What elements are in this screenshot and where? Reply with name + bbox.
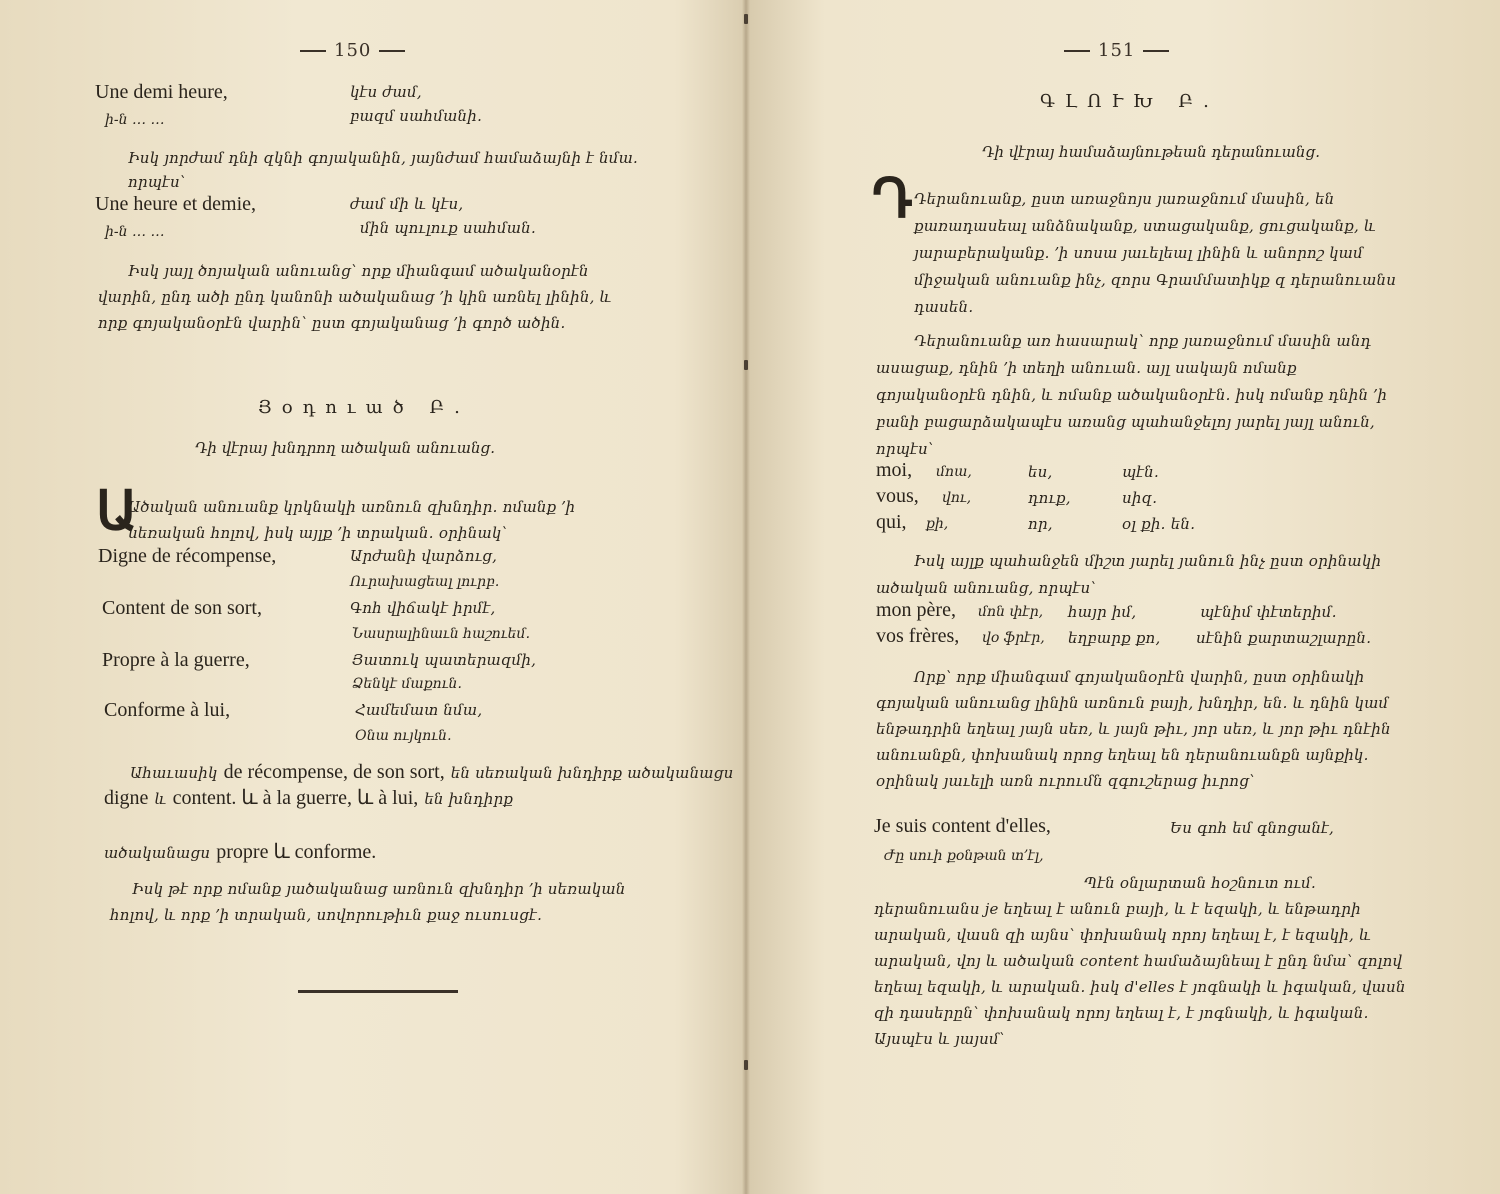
possessive-transliteration: վօ ֆրէր, [982, 630, 1045, 646]
page-number-left: 150 [292, 40, 413, 61]
phrase-transliteration: ի-ն ․․․ ․․․ [105, 112, 165, 128]
possessive-armenian: եղբարք քո, [1068, 629, 1161, 647]
paragraph-line: Ահաւասիկ de récompense, de son sort, են սեռական խնդիրք ածականացս [130, 761, 734, 783]
paragraph-text: Ածական անուանք կրկնակի առնուն զխնդիր․ ոմանք ՚ի սեռական հոլով, իսկ այլք ՚ի տրական․ օրինակ՝ [128, 498, 576, 542]
drop-cap: Դ [872, 169, 913, 229]
example-armenian: Արժանի վարձուց, [350, 547, 498, 565]
phrase-armenian: բազմ սահմանի․ [350, 107, 483, 125]
possessive-turkish: պէնիմ փէտերիմ․ [1200, 603, 1337, 621]
paragraph-text: Իսկ յայլ ծոյական անուանց՝ որք միանգամ ածականօրէն վարին, ընդ ածի ընդ կանոնի ածականաց ՚ի կին առնել լինին, և որք գոյականօրէն վարին՝ ըստ գոյականաց ՚ի գործ ածին․ [98, 262, 612, 332]
example-armenian: Ուրախացեալ լուրբ․ [350, 574, 500, 590]
drop-cap: Ա [96, 481, 138, 541]
paragraph-line: ածականացս propre և conforme. [104, 841, 377, 863]
paragraph-text: Իսկ թէ որք ոմանք յածականաց առնուն զխնդիր ՚ի սեռական հոլով, և որք ՚ի տրական, սովորութիւն քաջ ուսուսցէ․ [110, 880, 626, 924]
binding-stitch [744, 1060, 748, 1070]
chapter-subtitle: Դի վէրայ համաձայնութեան դերանուանց․ [982, 143, 1321, 161]
pronoun-armenian: որ, [1028, 515, 1053, 533]
pronoun-french: qui, [876, 511, 907, 533]
possessive-french: mon père, [876, 599, 956, 621]
end-rule [298, 990, 458, 993]
binding-stitch [744, 14, 748, 24]
example-french: Content de son sort, [102, 597, 262, 619]
pronoun-armenian: դուք, [1028, 489, 1071, 507]
left-page [90, 0, 734, 1194]
pronoun-transliteration: մոա, [936, 464, 972, 480]
possessive-french: vos frères, [876, 625, 960, 647]
pronoun-armenian: ես, [1028, 463, 1053, 481]
phrase-transliteration: ի-ն ․․․ ․․․ [105, 224, 165, 240]
pronoun-turkish: պէն․ [1122, 463, 1160, 481]
phrase-armenian: մին պուլուք սահման․ [360, 219, 537, 237]
example-armenian: Օնա ույկուն․ [355, 728, 452, 744]
page-number-right: 151 [1056, 40, 1177, 61]
paragraph-text: Իսկ այլք պահանջեն միշտ յարել յանուն ինչ ըստ օրինակի ածական անուանց, որպէս՝ [876, 552, 1382, 597]
example-armenian: Գոհ վիճակէ իրմէ, [350, 599, 496, 617]
pronoun-transliteration: քի, [926, 516, 949, 532]
pronoun-transliteration: վու, [942, 490, 972, 506]
section-subtitle: Դի վէրայ խնդրող ածական անուանց․ [195, 439, 496, 457]
paragraph-text: Իսկ յորժամ դնի զկնի գոյականին, յայնժամ համաձայնի է նմա. որպէս՝ [128, 149, 638, 191]
possessive-armenian: հայր իմ, [1068, 603, 1137, 621]
example-french: Propre à la guerre, [102, 649, 250, 671]
section-title: Յօդուած Բ․ [258, 397, 471, 418]
phrase-armenian: կէս ժամ, [350, 83, 422, 101]
possessive-transliteration: մոն փէր, [978, 604, 1044, 620]
phrase-french: Une heure et demie, [95, 193, 257, 215]
book-gutter [742, 0, 750, 1194]
example-french: Digne de récompense, [98, 545, 277, 567]
paragraph-text: Դերանուանք առ հասարակ՝ որք յառաջնում մասին անդ ասացաք, դնին ՚ի տեղի անուան. այլ սակայն ոմանք գոյականօրէն դնին, և ոմանք ածականօրէն. իսկ ոմանք դնին ՚ի բանի բացարձակապէս առանց պահանջելոյ յարել յայլ անուն, որպէս՝ [876, 332, 1388, 458]
example-armenian: Համեմատ նմա, [355, 701, 483, 719]
possessive-turkish: սէնին քարտաշլարըն․ [1196, 629, 1372, 647]
chapter-title: ԳԼՈՒԽ Բ․ [1040, 91, 1219, 112]
pronoun-turkish: սիզ․ [1122, 489, 1158, 507]
example-armenian: Յատուկ պատերազմի, [352, 651, 537, 669]
example-french: Je suis content d'elles, [874, 815, 1051, 837]
paragraph-text: Դերանուանք, ըստ առաջնոյս յառաջնում մասին, են քառադասեալ անձնականք, ստացականք, ցուցականք, և յարաբերականք․ ՚ի սոսա յաւելեալ լինին և անորոշ կամ միջական անուանք ինչ, զորս Գրամմատիկք զ դերանուանս դասեն․ [914, 190, 1397, 316]
pronoun-french: moi, [876, 459, 913, 481]
paragraph-text: Որք՝ որք միանգամ գոյականօրէն վարին, ըստ օրինակի գոյական անուանց լինին առնուն բայի, խնդիր, են․ և դնին կամ ենթադրին եղեալ յայն սեռ, և յայն թիւ, յոր սեռ, և յոր թիւ դնէին անուանքն, փոխանակ որոց եղեալ են դերանուանքն այնքիկ․ օրինակ յաւելի առն ուրումն զգուշերաց իւրոց՝ [876, 668, 1391, 790]
phrase-armenian: ժամ մի և կէս, [350, 195, 464, 213]
example-french: Conforme à lui, [104, 699, 231, 721]
pronoun-french: vous, [876, 485, 919, 507]
example-transliteration: Ժը սուի քօնթան տ՚էլ, [884, 848, 1044, 864]
phrase-french: Une demi heure, [95, 81, 228, 103]
pronoun-turkish: օլ քի․ են․ [1122, 515, 1196, 533]
paragraph-line: digne և content. և à la guerre, և à lui, են խնդիրք [104, 787, 514, 809]
example-armenian: Նասրալինաւն հաշուեմ․ [352, 626, 531, 642]
example-armenian: Ձենկէ մաքուն․ [352, 676, 463, 692]
paragraph-text: Պէն օնլարտան հօշնուտ ում. դերանուանս je եղեալ է անուն բայի, և է եզակի, և ենթադրի արական, վասն զի այնս՝ փոխանակ որոյ եղեալ է, է եզակի, և արական, վոյ և ածական content համաձայնեալ է ընդ նմա՝ զոլով եղեալ եզակի, և արական. իսկ d'elles է յոգնակի և իգական, վասն զի դասերըն՝ փոխանակ որոյ եղեալ է, է յոգնակի, և իգական․ Այսպէս և յայսմ՝ [874, 874, 1406, 1048]
binding-stitch [744, 360, 748, 370]
example-armenian: Ես գոհ եմ գնոցանէ, [1170, 819, 1334, 837]
right-page [870, 0, 1410, 1194]
